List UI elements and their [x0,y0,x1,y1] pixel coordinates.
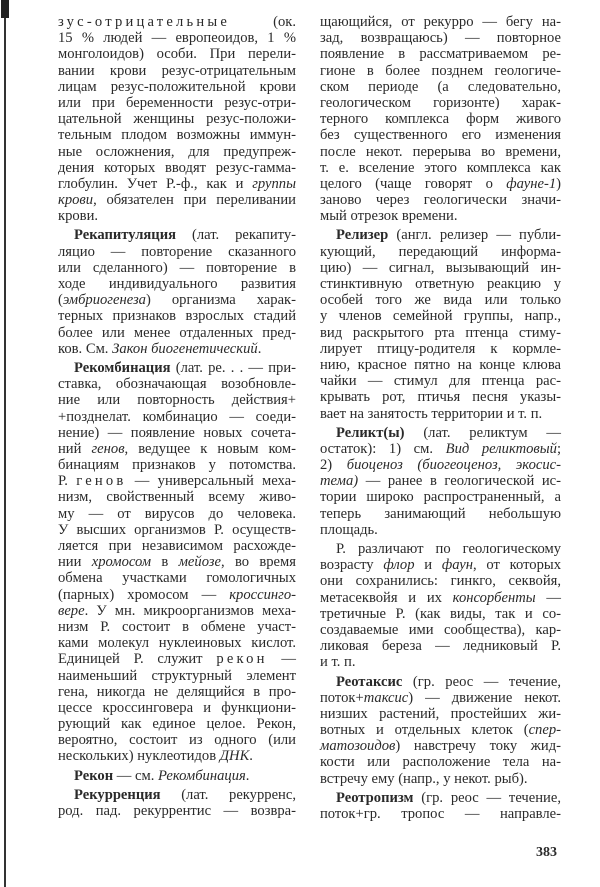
text-line [320,654,561,670]
text-run: (англ. релизер — публи- [388,227,561,244]
cross-reference-term: флор [383,557,415,574]
cross-reference-term: эмбриогенеза [62,292,146,309]
text-run: 15 % людей — европеоидов, 1 % [58,30,296,47]
text-line [320,160,561,176]
text-line [320,457,561,473]
text-run: бинациям признаков у потомства. [58,457,296,474]
text-run: стинктивную ответную реакцию у [320,276,561,292]
cross-reference-term: хромосом [91,554,152,571]
text-line [320,276,561,292]
text-run: ставка, обозначающая возобновле- [58,376,296,393]
text-run: цательной женщины резус-положи- [58,111,296,128]
text-line [320,292,561,308]
text-line [58,803,296,819]
text-run: гионе в более позднем геологиче- [320,62,561,79]
text-run: , ведущее к новым ком- [124,440,296,457]
text-line [320,790,561,806]
text-run: ) — движение некот. [408,689,561,706]
text-run: — ранее в геологической ис- [358,473,561,490]
text-run: площадь. [320,521,378,538]
text-line [58,768,296,784]
text-run: ные осложнения, для предупреж- [58,143,296,160]
entry-headword: Рекомбинация [74,359,171,376]
cross-reference-term: фаун [441,557,474,574]
text-run: появление в рассматриваемом ре- [320,46,561,63]
text-run: (гр. реос — течение, [402,673,561,690]
text-run: ками молекул нуклеиновых кислот. [58,635,296,652]
text-run: метасеквойя и их [320,589,453,606]
cross-reference-term: фауне-1 [506,175,557,192]
text-line [320,489,561,505]
dictionary-entry [58,768,296,784]
text-line [58,244,296,260]
text-run: Единицей Р. служит [58,651,217,668]
text-line [58,192,296,208]
page-binding-mark [1,0,9,18]
text-run: наименьший структурный элемент [58,667,296,684]
text-line [320,590,561,606]
text-run: низм, свойственный всему живо- [58,489,296,506]
text-run: щающийся, от рекурро — бегу на- [320,14,561,30]
text-line [58,46,296,62]
text-run: — [267,651,296,668]
text-line [320,144,561,160]
text-run: У высших организмов Р. осуществ- [58,521,296,538]
text-line [320,373,561,389]
text-run: — универсальный меха- [126,473,296,490]
text-line [320,557,561,573]
cross-reference-term: вере [58,602,85,619]
entry-headword: Рекон [74,767,114,784]
text-run: или при беременности резус-отри- [58,94,296,111]
text-line [58,489,296,505]
text-run: дения которых вводят резус-гамма- [58,159,296,176]
text-run: и т. п. [320,654,356,671]
text-run: ликовая береза — ледниковый Р. [320,638,561,655]
text-run: поток+гр. тропос — направле- [320,806,561,822]
text-line [58,668,296,684]
text-run: чайки — стимул для птенца рас- [320,373,561,390]
text-line [58,619,296,635]
text-line [58,14,296,30]
dictionary-entry [58,227,296,357]
text-run: заново через геологически значи- [320,192,561,209]
text-run: нение) — появление новых сочета- [58,424,296,441]
text-run: ний [58,440,92,457]
text-line [320,111,561,127]
text-run: остаток): 1) см. [320,440,446,457]
text-run: . [245,767,250,784]
text-line [320,325,561,341]
text-run: , обязателен при переливании [93,192,296,209]
page-number: 383 [536,845,557,860]
text-run: монголоидов) особи. При перели- [58,46,296,63]
text-run: ние или повторность действия+ [58,392,296,409]
text-line [320,341,561,357]
text-run: лирует птицу-родителя к кормле- [320,340,561,357]
entry-headword: Реотропизм [336,789,414,806]
text-line [320,806,561,822]
text-line [58,376,296,392]
text-run: рующий как единое целое. Рекон, [58,716,296,733]
text-line [320,573,561,589]
text-line [58,292,296,308]
text-line [58,506,296,522]
text-run: . У мн. микроорганизмов меха- [84,602,296,619]
text-run: геологическом горизонте) харак- [320,94,561,111]
text-line [58,522,296,538]
text-line [320,227,561,243]
text-run: крывать рот, птичья песня указы- [320,389,561,406]
text-run: т. е. вселение этого комплекса как [320,159,561,176]
entry-headword: Реликт(ы) [336,424,405,441]
text-run: нии [58,554,92,571]
text-line [320,260,561,276]
text-line [320,622,561,638]
text-run: цию) — сигнал, вызывающий ин- [320,259,561,276]
entry-headword: Рекапитуляция [74,227,177,244]
text-run: они сохранились: гинкго, секвойя, [320,573,561,590]
cross-reference-term: крови [58,192,94,209]
text-run: более или менее отдаленных пред- [58,324,296,341]
text-line [320,541,561,557]
text-run: ков. См. [58,340,113,357]
text-run: крови. [58,208,99,225]
text-line [320,79,561,95]
text-run: и [414,557,442,574]
text-line [320,754,561,770]
spaced-term: рекон [216,651,268,668]
left-column [58,14,296,822]
text-run: ( [58,292,63,309]
cross-reference-term: ДНК [219,748,250,765]
text-line [58,95,296,111]
text-line [58,30,296,46]
text-run: после некот. перерыва во времени, [320,143,561,160]
page-binding-edge [4,0,6,887]
text-run: третичные Р. (как виды, так и со- [320,605,561,622]
text-run: мый отрезок времени. [320,208,458,225]
text-run: низм Р. состоит в обмене участ- [58,618,296,635]
text-run: Р. [58,473,77,490]
text-line [320,127,561,143]
text-run: особей того же вида или только [320,292,561,309]
text-run: ) навстречу току жид- [395,738,561,755]
dictionary-entry [320,541,561,671]
text-line [58,360,296,376]
text-line [58,325,296,341]
dictionary-entry [320,790,561,822]
text-line [58,127,296,143]
text-run: . [257,340,262,357]
cross-reference-term: матозоидов [320,738,396,755]
text-line [320,176,561,192]
cross-reference-term: Рекомбинация [158,767,246,784]
text-line [320,506,561,522]
text-run: ляется при независимом расхожде- [58,538,296,554]
text-line [320,722,561,738]
text-run: нию, красное пятно на конце клюва [320,356,561,373]
text-run: тории широко распространенный, а [320,489,561,506]
cross-reference-term: таксис [363,689,409,706]
text-run: 2) [320,457,347,474]
text-line [58,409,296,425]
text-run: цессе кроссинговера и функциони- [58,699,296,716]
text-line [320,406,561,422]
text-line [320,674,561,690]
text-line [320,425,561,441]
text-run: у членов семейной группы, напр., [320,308,561,325]
text-run: кости или расположение тела на- [320,754,561,771]
text-line [58,227,296,243]
text-run: кующий, передающий информа- [320,243,561,260]
text-run: (лат. рекапиту- [176,227,296,244]
text-run: ходе индивидуального развития [58,276,296,292]
text-line [58,425,296,441]
text-line [320,738,561,754]
cross-reference-term: тема) [320,473,359,490]
text-line [58,635,296,651]
text-line [58,473,296,489]
text-line [320,690,561,706]
text-run: нескольких) нуклеотидов [58,748,220,765]
text-line [320,14,561,30]
cross-reference-term: Закон биогенетический [112,340,258,357]
text-line [320,192,561,208]
text-run: зад, возвращаюсь) — повторное [320,30,561,47]
text-run: возрасту [320,557,384,574]
text-run: вид раскрытого рта птенца стиму- [320,324,561,341]
cross-reference-term: консорбенты [452,589,536,606]
text-run: без существенного его изменения [320,127,561,144]
dictionary-entry [58,787,296,819]
text-run: вотных и отдельных клеток ( [320,722,529,739]
text-line [58,700,296,716]
text-line [320,638,561,654]
text-line [58,176,296,192]
cross-reference-term: кроссинго- [229,586,296,603]
text-run: му — от вирусов до человека. [58,505,296,522]
text-line [58,160,296,176]
cross-reference-term: спер- [528,722,561,739]
text-line [58,276,296,292]
text-run: вает на занятость территории и т. п. [320,405,543,422]
text-run: глобулин. Учет Р.-ф., как и [58,175,253,192]
spaced-term: зус-отрицательные [58,14,231,30]
text-run: ) [556,175,561,192]
cross-reference-term: генов [91,440,125,457]
text-line [58,716,296,732]
text-line [320,30,561,46]
text-run: лицам резус-положительной крови [58,78,296,95]
text-line [58,570,296,586]
text-line [58,684,296,700]
text-line [58,441,296,457]
text-line [58,603,296,619]
text-run: целого (чаще говорят о [320,175,507,192]
text-run: обмена участками гомологичных [58,570,296,587]
text-line [320,308,561,324]
text-line [58,587,296,603]
text-line [58,208,296,224]
text-run: , от которых [473,557,561,574]
text-run: (парных) хромосом — [58,586,230,603]
text-run: . [249,748,253,765]
text-run: терных признаков взрослых стадий [58,308,296,325]
text-line [58,144,296,160]
text-line [58,260,296,276]
text-run: Р. различают по геологическому [336,541,561,557]
dictionary-entry [58,360,296,765]
dictionary-entry [58,14,296,224]
text-run: или сделанного) — повторение в [58,259,296,276]
text-line [58,392,296,408]
text-run: низших растений, простейших жи- [320,705,561,722]
cross-reference-term: биоценоз (биогеоценоз, экосис- [346,457,561,474]
right-column [320,14,561,825]
text-line [320,208,561,224]
text-line [320,63,561,79]
text-run: гена, никогда не делящийся в про- [58,683,296,700]
text-run: , во время [220,554,296,571]
text-line [320,606,561,622]
text-line [320,473,561,489]
spaced-term: генов [76,473,127,490]
text-line [58,63,296,79]
text-line [58,651,296,667]
text-run: вании крови резус-отрицательным [58,62,296,79]
dictionary-entry [320,425,561,538]
text-line [320,706,561,722]
text-line [320,244,561,260]
cross-reference-term: группы [252,175,296,192]
text-run: ) организма харак- [145,292,296,309]
text-line [58,111,296,127]
entry-headword: Рекурренция [74,786,161,803]
text-line [320,95,561,111]
text-line [58,554,296,570]
text-line [320,46,561,62]
text-line [58,341,296,357]
text-line [58,732,296,748]
text-line [320,357,561,373]
text-line [58,457,296,473]
text-run: — [535,589,561,606]
cross-reference-term: Вид реликтовый [445,440,557,457]
dictionary-entry [320,14,561,224]
text-run: вероятно, состоит из одного (или [58,732,296,749]
text-line [320,389,561,405]
text-run: терного комплекса форм живого [320,111,561,128]
entry-headword: Релизер [336,227,389,244]
text-run: — см. [113,767,159,784]
text-run: (лат. рекурренс, [160,786,296,803]
text-run: +позднелат. комбинацио — соеди- [58,408,296,425]
text-line [320,771,561,787]
text-run: тельным плодом возможны иммун- [58,127,296,144]
text-run: ; [556,440,561,457]
text-line [320,522,561,538]
text-run: (лат. реликтум — [404,424,561,441]
text-line [58,308,296,324]
text-run: в [151,554,179,571]
dictionary-entry [320,674,561,787]
text-run: создаваемые ими сообщества), кар- [320,621,561,638]
dictionary-entry [320,227,561,421]
cross-reference-term: мейозе [178,554,221,571]
text-run: теперь занимающий небольшую [320,505,561,522]
text-line [58,787,296,803]
text-line [58,79,296,95]
text-run: поток+ [320,689,364,706]
text-run: ляцио — повторение сказанного [58,243,296,260]
text-line [58,748,296,764]
text-run: (лат. ре. . . — при- [170,359,296,376]
text-run: ском периоде (а следовательно, [320,78,561,95]
text-line [58,538,296,554]
text-run: (гр. реос — течение, [413,789,561,806]
text-line [320,441,561,457]
entry-headword: Реотаксис [336,673,403,690]
text-run: (ок. [230,14,296,30]
text-run: род. пад. рекуррентис — возвра- [58,803,296,819]
text-run: встречу ему (напр., у некот. рыб). [320,770,528,787]
